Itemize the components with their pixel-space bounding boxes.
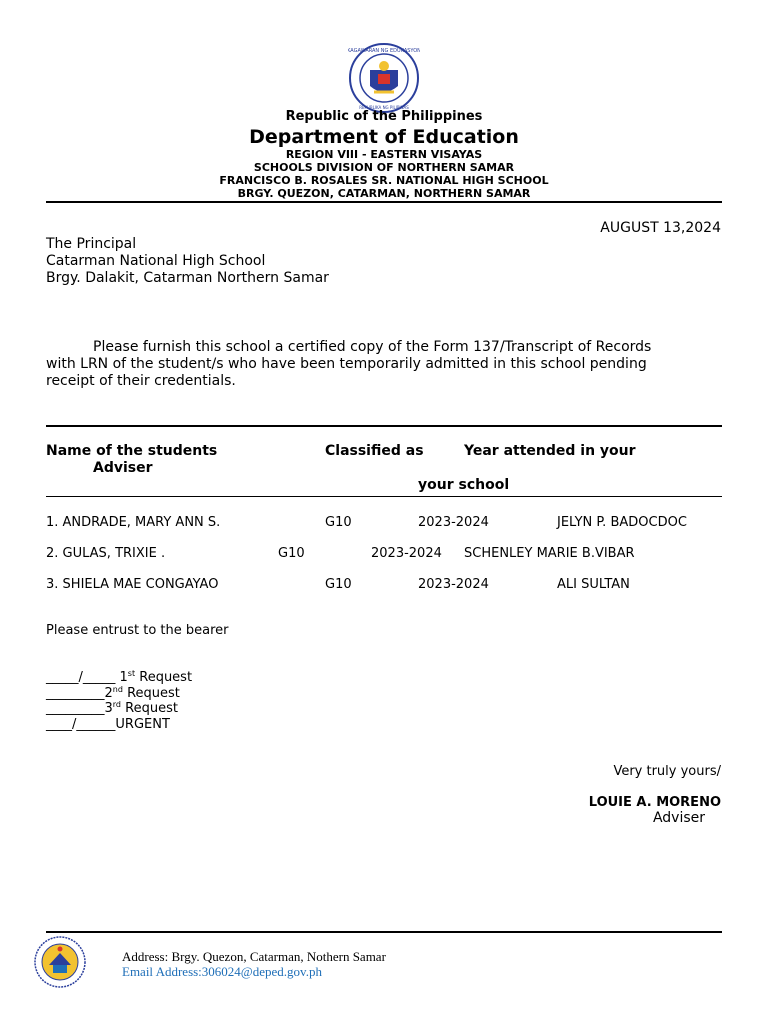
request-line [46, 686, 180, 701]
student-grade: G10 [325, 577, 352, 592]
body-line: Please furnish this school a certified copy of the Form 137/Transcript of Records [93, 339, 652, 355]
request-ordinal: st [127, 669, 136, 678]
body-line: with LRN of the student/s who have been temporarily admitted in this school pending [46, 356, 647, 372]
table-top-divider [46, 425, 722, 427]
region-line: REGION VIII - EASTERN VISAYAS [285, 148, 483, 161]
request-blank: ____/______ [46, 717, 116, 732]
header-your-school: your school [418, 477, 510, 493]
body-line: receipt of their credentials. [46, 373, 236, 389]
header-year-attended: Year attended in your [464, 443, 636, 459]
closing-text: Very truly yours/ [613, 764, 721, 779]
request-label: Request [121, 701, 178, 716]
student-year: 2023-2024 [371, 546, 442, 561]
entrust-text: Please entrust to the bearer [46, 623, 229, 638]
header-divider [46, 201, 722, 203]
student-year: 2023-2024 [418, 515, 489, 530]
student-name: 2. GULAS, TRIXIE . [46, 546, 166, 561]
request-label: URGENT [115, 717, 170, 732]
student-name: 3. SHIELA MAE CONGAYAO [46, 577, 219, 592]
request-line [46, 670, 192, 685]
deped-seal-icon [348, 42, 420, 114]
school-logo-icon [33, 935, 87, 989]
republic-line: Republic of the Philippines [285, 109, 483, 124]
signatory-name: LOUIE A. MORENO [588, 795, 721, 810]
footer-email-link[interactable]: Email Address:306024@deped.gov.ph [122, 964, 322, 979]
request-number: 3 [104, 701, 113, 716]
letter-date: AUGUST 13,2024 [600, 220, 721, 236]
student-name: 1. ANDRADE, MARY ANN S. [46, 515, 221, 530]
footer-address: Address: Brgy. Quezon, Catarman, Nothern Samar [122, 949, 386, 964]
request-line [46, 717, 170, 732]
footer-divider [46, 931, 722, 933]
division-line: SCHOOLS DIVISION OF NORTHERN SAMAR [253, 161, 515, 174]
seal-top-text: KAGAWARAN NG EDUKASYON [348, 48, 420, 54]
request-line [46, 701, 178, 716]
header-name: Name of the students [46, 443, 218, 459]
department-title: Department of Education [249, 126, 519, 148]
recipient-line: Catarman National High School [46, 253, 266, 269]
school-line: FRANCISCO B. ROSALES SR. NATIONAL HIGH SCHOOL [219, 174, 549, 187]
request-blank: _____/_____ [46, 670, 120, 685]
student-year: 2023-2024 [418, 577, 489, 592]
header-classified: Classified as [325, 443, 424, 459]
student-adviser: JELYN P. BADOCDOC [557, 515, 687, 530]
signatory-title: Adviser [652, 810, 705, 826]
request-label: Request [122, 686, 180, 701]
request-label: Request [135, 670, 193, 685]
request-ordinal: rd [112, 700, 122, 709]
student-adviser: ALI SULTAN [557, 577, 630, 592]
table-header-divider [46, 496, 722, 497]
school-address-line: BRGY. QUEZON, CATARMAN, NORTHERN SAMAR [237, 187, 531, 200]
recipient-line: Brgy. Dalakit, Catarman Northern Samar [46, 270, 329, 286]
header-adviser: Adviser [93, 460, 153, 476]
student-adviser: SCHENLEY MARIE B.VIBAR [464, 546, 635, 561]
student-grade: G10 [325, 515, 352, 530]
request-blank: _________ [46, 701, 105, 716]
request-ordinal: nd [112, 685, 123, 694]
request-blank: _________ [46, 686, 105, 701]
request-number: 2 [104, 686, 113, 701]
seal-bottom-text: REPUBLIKA NG PILIPINAS [359, 105, 409, 110]
request-number: 1 [119, 670, 128, 685]
recipient-line: The Principal [46, 236, 137, 252]
student-grade: G10 [278, 546, 305, 561]
